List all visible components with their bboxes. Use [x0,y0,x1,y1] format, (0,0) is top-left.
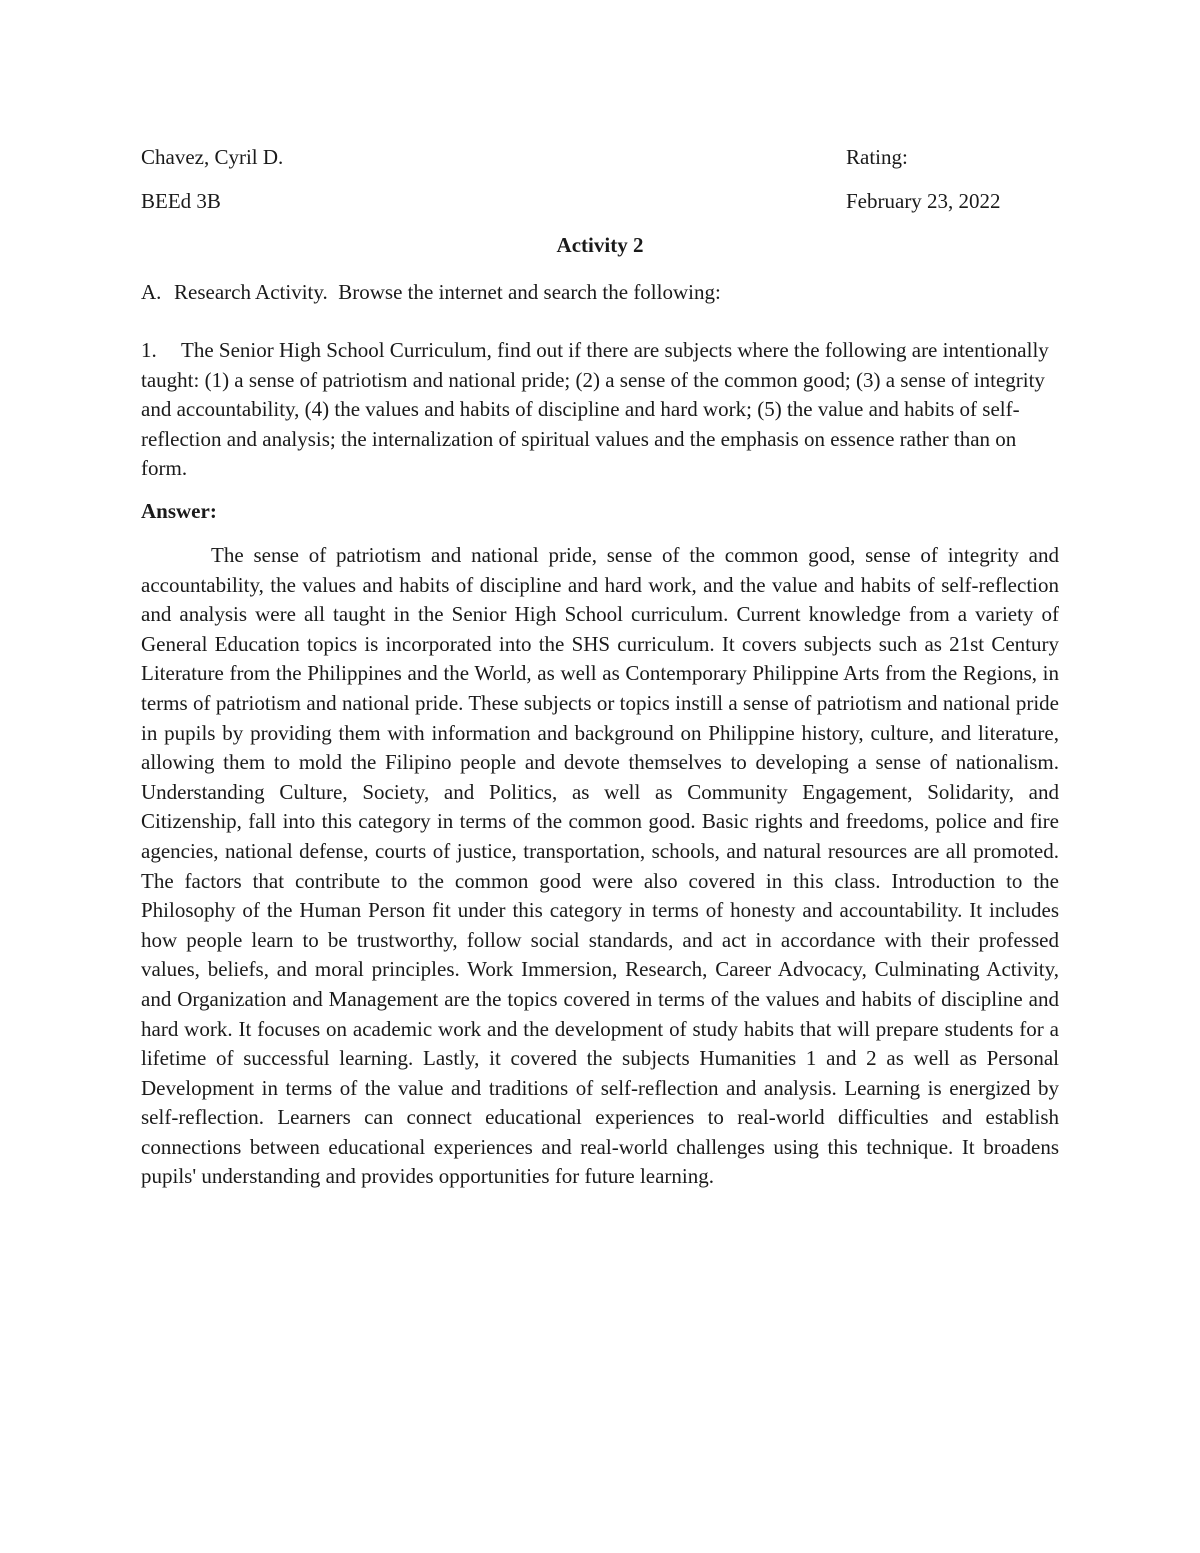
question-1-text: The Senior High School Curriculum, find out if there are subjects where the following are intentionally taught: (1) a sense of patriotism and national pride; (2) a sense of the common good; (3) a sense of integrity and accountability, (4) the values and habits of discipline and hard work; (5) the value and habits of self-reflection and analysis; the internalization of spiritual values and the emphasis on essence rather than on form. [141,338,1049,480]
section-a-marker: A. [141,280,162,304]
question-1 [141,336,1059,484]
section-a-heading [141,278,721,306]
answer-label: Answer: [141,499,217,523]
document-date: February 23, 2022 [846,189,1001,213]
course-section: BEEd 3B [141,189,221,213]
activity-title: Activity 2 [556,233,644,257]
question-1-number: 1. [141,338,157,362]
student-name: Chavez, Cyril D. [141,145,284,169]
rating-label: Rating: [846,145,908,169]
answer-paragraph: The sense of patriotism and national pride, sense of the common good, sense of integrity and accountability, the values and habits of discipline and hard work, and the value and habits of self-reflection and analysis were all taught in the Senior High School curriculum. Current knowledge from a variety of General Education topics is incorporated into the SHS curriculum. It covers subjects such as 21st Century Literature from the Philippines and the World, as well as Contemporary Philippine Arts from the Regions, in terms of patriotism and national pride. These subjects or topics instill a sense of patriotism and national pride in pupils by providing them with information and background on Philippine history, culture, and literature, allowing them to mold the Filipino people and devote themselves to developing a sense of nationalism. Understanding Culture, Society, and Politics, as well as Community Engagement, Solidarity, and Citizenship, fall into this category in terms of the common good. Basic rights and freedoms, police and fire agencies, national defense, courts of justice, transportation, schools, and natural resources are all promoted. The factors that contribute to the common good were also covered in this class. Introduction to the Philosophy of the Human Person fit under this category in terms of honesty and accountability. It includes how people learn to be trustworthy, follow social standards, and act in accordance with their professed values, beliefs, and moral principles. Work Immersion, Research, Career Advocacy, Culminating Activity, and Organization and Management are the topics covered in terms of the values and habits of discipline and hard work. It focuses on academic work and the development of study habits that will prepare students for a lifetime of successful learning. Lastly, it covered the subjects Humanities 1 and 2 as well as Personal Development in terms of the value and traditions of self-reflection and analysis. Learning is energized by self-reflection. Learners can connect educational experiences to real-world difficulties and establish connections between educational experiences and real-world challenges using this technique. It broadens pupils' understanding and provides opportunities for future learning. [141,543,1059,1189]
section-a-text: Research Activity. Browse the internet and search the following: [174,280,721,304]
